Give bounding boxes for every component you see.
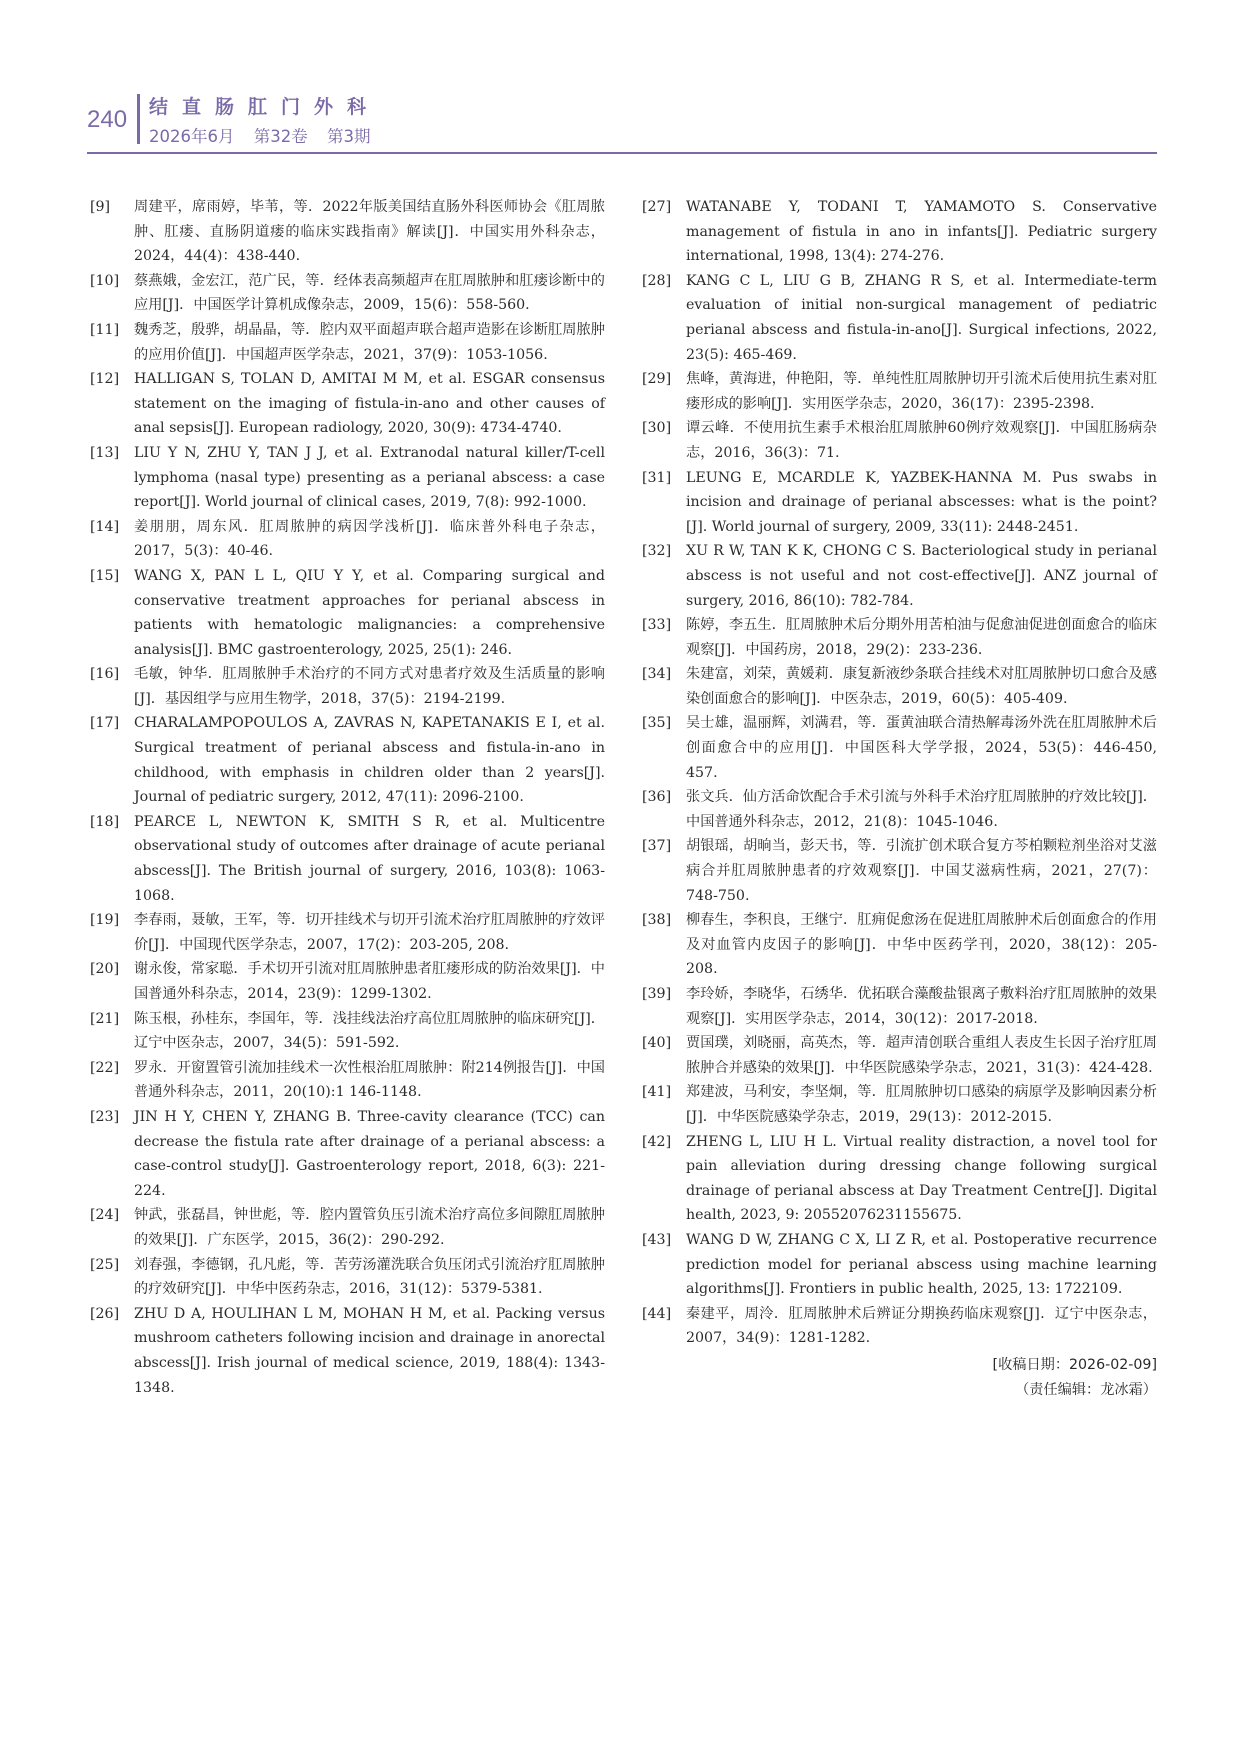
reference-entry [90,1253,605,1302]
reference-text: 罗永．开窗置管引流加挂线术一次性根治肛周脓肿：附214例报告[J]．中国普通外科杂志，2011，20(10):1 146-1148. [134,1059,605,1101]
reference-number: [17] [90,715,120,732]
reference-number: [9] [90,199,111,215]
reference-text: 毛敏，钟华．肛周脓肿手术治疗的不同方式对患者疗效及生活质量的影响[J]．基因组学与应用生物学，2018，37(5)：2194-2199. [134,666,605,707]
reference-text: 谢永俊，常家聪．手术切开引流对肛周脓肿患者肛瘘形成的防治效果[J]．中国普通外科杂志，2014，23(9)：1299-1302. [134,961,605,1002]
reference-entry [90,515,605,564]
page-header [87,92,1157,152]
page-number: 240 [87,106,128,133]
reference-entry [90,957,605,1006]
reference-text: 焦峰，黄海进，仲艳阳，等．单纯性肛周脓肿切开引流术后使用抗生素对肛瘘形成的影响[J]．实用医学杂志，2020，36(17)：2395-2398. [686,371,1157,412]
reference-entry [90,195,605,269]
reference-number: [22] [90,1059,120,1076]
reference-number: [32] [642,543,672,560]
reference-entry [642,1302,1157,1351]
reference-text: LIU Y N, ZHU Y, TAN J J, et al. Extranodal natural killer/T-cell lymphoma (nasal type) presenting as a perianal abscess: a case report[J]. World journal of clinical cases, 2019, 7(8): 992-1000. [134,444,605,511]
references-right-column [642,195,1157,1402]
reference-entry [90,711,605,809]
reference-entry [90,318,605,367]
reference-entry [90,1203,605,1252]
reference-entry [642,613,1157,662]
reference-entry [90,908,605,957]
reference-entry [642,908,1157,982]
reference-number: [14] [90,518,120,535]
header-divider-bar [137,94,140,144]
reference-text: 贾国璞，刘晓丽，高英杰，等．超声清创联合重组人表皮生长因子治疗肛周脓肿合并感染的效果[J]．中华医院感染学杂志，2021，31(3)：424-428. [686,1035,1157,1076]
reference-text: 魏秀芝，殷骅，胡晶晶，等．腔内双平面超声联合超声造影在诊断肛周脓肿的应用价值[J]．中国超声医学杂志，2021，37(9)：1053-1056. [134,321,605,363]
reference-entry [90,1105,605,1203]
reference-text: JIN H Y, CHEN Y, ZHANG B. Three-cavity clearance (TCC) can decrease the fistula rate after drainage of a perianal abscess: a case-control study[J]. Gastroenterology report, 2018, 6(3): 221-224. [134,1108,605,1199]
reference-number: [15] [90,567,120,584]
reference-text: WANG X, PAN L L, QIU Y Y, et al. Comparing surgical and conservative treatment approaches for perianal abscess in patients with hematologic malignancies: a comprehensive analysis[J]. BMC gastroenterology, 2025, 25(1): 246. [134,567,605,658]
reference-number: [13] [90,444,120,461]
reference-entry [642,1228,1157,1302]
reference-number: [44] [642,1305,672,1322]
reference-number: [39] [642,986,672,1002]
reference-entry [642,539,1157,613]
reference-number: [38] [642,912,672,929]
reference-number: [11] [90,321,120,338]
reference-entry [642,1080,1157,1129]
reference-entry [642,1130,1157,1228]
reference-number: [34] [642,666,672,683]
journal-title: 结直肠肛门外科 [149,96,381,118]
reference-text: ZHU D A, HOULIHAN L M, MOHAN H M, et al. Packing versus mushroom catheters following incision and drainage in anorectal abscess[J]. Irish journal of medical science, 2019, 188(4): 1343-1348. [134,1305,605,1396]
reference-entry [90,367,605,441]
reference-number: [37] [642,838,672,855]
reference-number: [25] [90,1256,120,1273]
reference-number: [24] [90,1207,120,1224]
reference-entry [642,982,1157,1031]
reference-number: [29] [642,371,672,388]
reference-text: 谭云峰．不使用抗生素手术根治肛周脓肿60例疗效观察[J]．中国肛肠病杂志，2016，36(3)：71. [686,420,1157,461]
reference-text: 朱建富，刘荣，黄媛莉．康复新液纱条联合挂线术对肛周脓肿切口愈合及感染创面愈合的影响[J]．中医杂志，2019，60(5)：405-409. [686,666,1157,707]
reference-text: PEARCE L, NEWTON K, SMITH S R, et al. Multicentre observational study of outcomes after drainage of acute perianal abscess[J]. The British journal of surgery, 2016, 103(8): 1063-1068. [134,813,605,904]
reference-entry [90,441,605,515]
references-right-list [642,195,1157,1351]
reference-entry [90,269,605,318]
reference-entry [90,1007,605,1056]
reference-entry [642,367,1157,416]
reference-text: 陈玉根，孙桂东，李国年，等．浅挂线法治疗高位肛周脓肿的临床研究[J]．辽宁中医杂志，2007，34(5)：591-592. [134,1010,605,1052]
header-rule [87,152,1157,154]
reference-number: [36] [642,789,672,806]
reference-entry [642,834,1157,908]
reference-number: [42] [642,1133,672,1150]
reference-number: [21] [90,1010,120,1027]
reference-text: 胡银瑶，胡晌当，彭天书，等．引流扩创术联合复方芩柏颗粒剂坐浴对艾滋病合并肛周脓肿患者的疗效观察[J]．中国艾滋病性病，2021，27(7)：748-750. [686,838,1157,904]
references-left-column [90,195,605,1400]
reference-entry [642,1031,1157,1080]
reference-number: [33] [642,617,672,634]
reference-number: [40] [642,1035,672,1052]
reference-number: [20] [90,961,120,978]
reference-text: 李春雨，聂敏，王军，等．切开挂线术与切开引流术治疗肛周脓肿的疗效评价[J]．中国现代医学杂志，2007，17(2)：203-205, 208. [134,912,605,953]
reference-text: HALLIGAN S, TOLAN D, AMITAI M M, et al. ESGAR consensus statement on the imaging of fistula-in-ano and other causes of anal sepsis[J]. European radiology, 2020, 30(9): 4734-4740. [134,371,605,437]
reference-entry [90,1056,605,1105]
reference-text: 周建平，席雨婷，毕苇，等．2022年版美国结直肠外科医师协会《肛周脓肿、肛瘘、直肠阴道瘘的临床实践指南》解读[J]．中国实用外科杂志，2024，44(4)：438-440. [134,199,605,265]
reference-text: LEUNG E, MCARDLE K, YAZBEK-HANNA M. Pus swabs in incision and drainage of perianal abscesses: what is the point? [J]. World journal of surgery, 2009, 33(11): 2448-2451. [686,469,1157,535]
reference-text: 张文兵．仙方活命饮配合手术引流与外科手术治疗肛周脓肿的疗效比较[J]．中国普通外科杂志，2012，21(8)：1045-1046. [686,789,1157,830]
reference-entry [642,662,1157,711]
reference-text: XU R W, TAN K K, CHONG C S. Bacteriological study in perianal abscess is not useful and not cost-effective[J]. ANZ journal of surgery, 2016, 86(10): 782-784. [686,543,1157,609]
received-date: [收稿日期：2026-02-09] [992,1356,1157,1373]
reference-text: 姜朋朋，周东风．肛周脓肿的病因学浅析[J]．临床普外科电子杂志，2017，5(3)：40-46. [134,518,605,560]
reference-text: 刘春强，李德钢，孔凡彪，等．苦劳汤灌洗联合负压闭式引流治疗肛周脓肿的疗效研究[J]．中华中医药杂志，2016，31(12)：5379-5381. [134,1256,605,1298]
reference-number: [35] [642,715,672,732]
reference-number: [31] [642,469,672,486]
reference-entry [90,662,605,711]
reference-number: [43] [642,1231,672,1248]
issue-date: 2026年6月 [149,127,235,146]
reference-entry [642,466,1157,540]
reference-entry [90,1302,605,1400]
reference-text: 秦建平，周泠．肛周脓肿术后辨证分期换药临床观察[J]．辽宁中医杂志，2007，34(9)：1281-1282. [686,1305,1157,1347]
reference-entry [642,785,1157,834]
reference-entry [90,564,605,662]
reference-text: 吴士雄，温丽辉，刘满君，等．蛋黄油联合清热解毒汤外洗在肛周脓肿术后创面愈合中的应用[J]．中国医科大学学报，2024，53(5)：446-450, 457. [686,715,1157,781]
reference-text: KANG C L, LIU G B, ZHANG R S, et al. Intermediate-term evaluation of initial non-surgical management of pediatric perianal abscess and fistula-in-ano[J]. Surgical infections, 2022, 23(5): 465-469. [686,272,1157,363]
reference-text: 钟武，张磊昌，钟世彪，等．腔内置管负压引流术治疗高位多间隙肛周脓肿的效果[J]．广东医学，2015，36(2)：290-292. [134,1207,605,1248]
issue-volume: 第32卷 [253,127,308,146]
reference-entry [642,195,1157,269]
reference-number: [23] [90,1108,120,1125]
reference-text: CHARALAMPOPOULOS A, ZAVRAS N, KAPETANAKIS E I, et al. Surgical treatment of perianal abscess and fistula-in-ano in childhood, with emphasis in children older than 2 years[J]. Journal of pediatric surgery, 2012, 47(11): 2096-2100. [134,715,605,806]
reference-number: [26] [90,1305,120,1322]
reference-number: [12] [90,371,120,388]
reference-entry [642,269,1157,367]
reference-number: [28] [642,272,672,289]
reference-entry [642,711,1157,785]
reference-number: [30] [642,420,672,437]
reference-entry [90,810,605,908]
reference-text: 李玲娇，李晓华，石绣华．优拓联合藻酸盐银离子敷料治疗肛周脓肿的效果观察[J]．实用医学杂志，2014，30(12)：2017-2018. [686,986,1157,1027]
reference-number: [41] [642,1084,672,1101]
reference-number: [10] [90,272,120,289]
issue-info [149,123,385,147]
reference-number: [16] [90,666,120,683]
reference-text: WANG D W, ZHANG C X, LI Z R, et al. Postoperative recurrence prediction model for perianal abscess using machine learning algorithms[J]. Frontiers in public health, 2025, 13: 1722109. [686,1231,1157,1298]
reference-text: 陈婷，李五生．肛周脓肿术后分期外用苦柏油与促愈油促进创面愈合的临床观察[J]．中国药房，2018，29(2)：233-236. [686,617,1157,658]
issue-number: 第3期 [327,127,371,146]
reference-number: [27] [642,199,672,215]
reference-text: ZHENG L, LIU H L. Virtual reality distraction, a novel tool for pain alleviation during dressing change following surgical drainage of perianal abscess at Day Treatment Centre[J]. Digital health, 2023, 9: 20552076231155675. [686,1133,1157,1224]
reference-text: 郑建波，马利安，李坚炯，等．肛周脓肿切口感染的病原学及影响因素分析[J]．中华医院感染学杂志，2019，29(13)：2012-2015. [686,1084,1157,1125]
reference-text: WATANABE Y, TODANI T, YAMAMOTO S. Conservative management of fistula in ano in infants[J]. Pediatric surgery international, 1998, 13(4): 274-276. [686,199,1157,265]
reference-entry [642,416,1157,465]
reference-number: [19] [90,912,120,929]
responsible-editor: （责任编辑：龙冰霜） [1015,1381,1157,1398]
reference-text: 柳春生，李积良，王继宁．肛痈促愈汤在促进肛周脓肿术后创面愈合的作用及对血管内皮因子的影响[J]．中华中医药学刊，2020，38(12)：205-208. [686,912,1157,978]
reference-number: [18] [90,813,120,830]
reference-text: 蔡燕娥，金宏江，范广民，等．经体表高频超声在肛周脓肿和肛瘘诊断中的应用[J]．中国医学计算机成像杂志，2009，15(6)：558-560. [134,272,605,314]
